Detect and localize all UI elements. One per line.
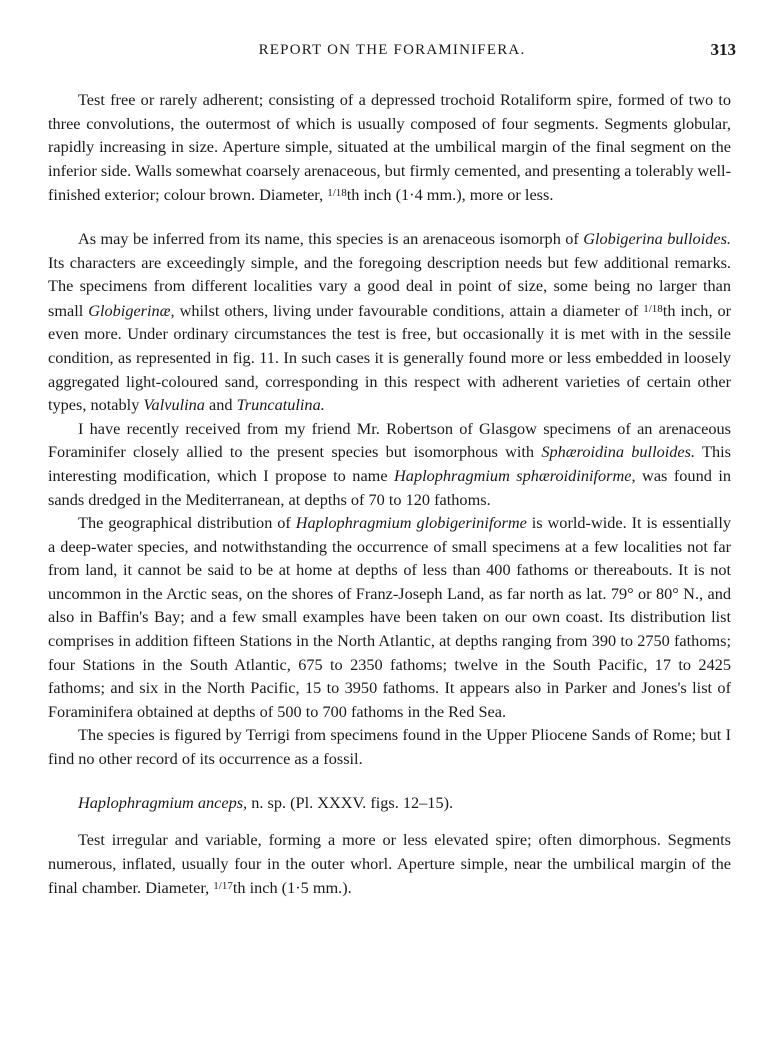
paragraph-fossil xyxy=(48,723,731,770)
paragraph-distribution xyxy=(48,511,731,723)
text-run: I have recently received from my friend Mr. Robertson of Glasgow specimens of an arenaceous Foraminifer closely allied to the present species but isomorphous with xyxy=(48,418,731,462)
text-run: th inch (1·4 mm.), more or less. xyxy=(346,185,554,205)
text-run: Its characters are exceedingly simple, and the foregoing description needs but few additional remarks. The specimens from different localities vary a good deal in point of size, some being no larger than small xyxy=(48,252,731,320)
text-run: was found in sands dredged in the Mediterranean, at depths of 70 to 120 fathoms. xyxy=(48,465,731,509)
text-run: th inch, or even more. Under ordinary circumstances the test is free, but occasionally it is met with in the sessile condition, as represented in fig. 11. In such cases it is generally found more or less embedded in loosely aggregated light-coloured sand, corresponding in this respect with adherent varieties of certain other types, notably xyxy=(48,300,732,415)
paragraph-description xyxy=(48,88,731,207)
running-title: REPORT ON THE FORAMINIFERA. xyxy=(258,42,526,58)
page-number: 313 xyxy=(710,40,736,59)
fraction: 1/17 xyxy=(213,880,233,893)
text-run: Test irregular and variable, forming a more or less elevated spire; often dimorphous. Segments numerous, inflated, usually four in the outer whorl. Aperture simple, near the umbilical margin of the final chamber. Diameter, xyxy=(48,830,731,898)
text-run: and xyxy=(204,395,237,415)
text-run: is world-wide. It is essentially a deep-water species, and notwithstanding the occurrence of small specimens at a few localities not far from land, it cannot be said to be at home at depths of less than 400 fathoms or thereabouts. It is not uncommon in the Arctic seas, on the shores of Franz-Joseph Land, as far north as lat. 79° or 80° N., and also in Baffin's Bay; and a few small examples have been taken on our own coast. Its distribution list comprises in addition fifteen Stations in the North Atlantic, at depths ranging from 390 to 2750 fathoms; four Stations in the South Atlantic, 675 to 2350 fathoms; twelve in the South Pacific, 17 to 2425 fathoms; and six in the North Pacific, 15 to 3950 fathoms. It appears also in Parker and Jones's list of Foraminifera obtained at depths of 500 to 700 fathoms in the Red Sea. xyxy=(48,513,731,721)
text-run: The geographical distribution of xyxy=(78,513,296,533)
text-run: As may be inferred from its name, this species is an arenaceous isomorph of xyxy=(78,228,584,248)
fraction: 1/18 xyxy=(327,187,347,200)
taxon-name: Sphæroidina bulloides. xyxy=(541,442,696,462)
taxon-name: Globigerinæ, xyxy=(88,300,175,320)
text-run: Test free or rarely adherent; consisting of a depressed trochoid Rotaliform spire, formed of two to three convolutions, the outermost of which is usually composed of four segments. Segments globular, rapidly increasing in size. Aperture simple, situated at the umbilical margin of the final segment on the inferior side. Walls somewhat coarsely arenaceous, but firmly cemented, and presenting a tolerably well-finished exterior; colour brown. Diameter, xyxy=(48,90,731,205)
text-run: whilst others, living under favourable conditions, attain a diameter of xyxy=(174,300,644,320)
species-name: Haplophragmium anceps, xyxy=(78,792,248,812)
taxon-name: Haplophragmium sphæroidiniforme, xyxy=(394,465,636,485)
paragraph-anceps-description xyxy=(48,828,731,900)
taxon-name: Valvulina xyxy=(143,395,205,415)
taxon-name: Truncatulina. xyxy=(236,395,325,415)
paragraph-remarks xyxy=(48,227,731,417)
taxon-name: Globigerina bulloides. xyxy=(583,228,731,248)
running-header xyxy=(48,42,736,66)
body-text xyxy=(48,88,731,900)
species-heading xyxy=(48,791,731,815)
text-run: The species is figured by Terrigi from specimens found in the Upper Pliocene Sands of Rome; but I find no other record of its occurrence as a fossil. xyxy=(48,725,731,769)
text-run: This interesting modification, which I propose to name xyxy=(48,442,731,485)
paragraph-robertson xyxy=(48,417,731,511)
fraction: 1/18 xyxy=(643,302,663,315)
text-run: th inch (1·5 mm.). xyxy=(232,878,352,898)
species-reference: n. sp. (Pl. XXXV. figs. 12–15). xyxy=(247,792,454,812)
taxon-name: Haplophragmium globigeriniforme xyxy=(295,513,527,533)
